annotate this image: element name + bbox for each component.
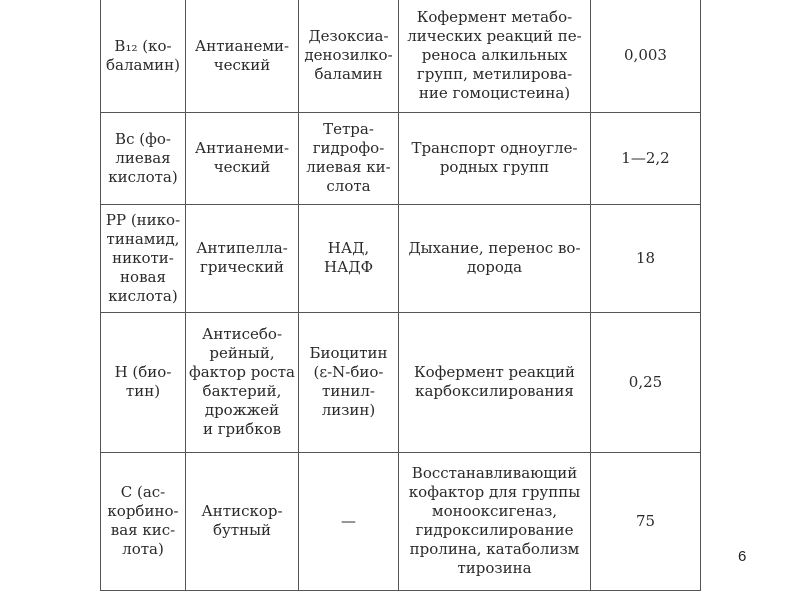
coenzyme-line: лиевая ки- [306,158,391,176]
table-row [101,312,701,452]
action-line: грический [199,258,285,276]
function-line: Кофермент метабо- [416,8,573,27]
function-line: монооксигеназ, [431,502,558,520]
daily-requirement-cell: 1—2,2 [591,112,701,204]
function-line: пролина, катаболизм [409,540,580,558]
vitamin-name-line: лота) [122,540,164,558]
action-line: Антисебо- [201,325,283,343]
coenzyme-line: лизин) [321,401,376,419]
function-line: лических реакций пе- [407,27,582,46]
coenzyme-line: (ε-N-био- [313,363,384,381]
vitamin-name-line: С (ас- [120,483,166,501]
vitamin-name-cell [101,204,186,312]
vitamin-name-line: кислота) [108,286,178,305]
action-line: и грибков [202,420,282,438]
coenzyme-cell [299,452,399,590]
vitamin-name-line: РР (нико- [105,210,181,229]
function-line: Кофермент реакций [414,363,575,381]
function-line: дорода [466,258,523,276]
action-cell [186,0,299,112]
action-line: рейный, [209,344,275,362]
vitamin-name-cell [101,312,186,452]
coenzyme-line: денозилко- [304,46,393,65]
action-line: дрожжей [204,401,280,419]
function-cell [399,112,591,204]
vitamin-name-cell [101,452,186,590]
function-cell [399,0,591,112]
action-line: Антипелла- [196,239,288,257]
coenzyme-line: Биоцитин [309,344,388,362]
function-line: родных групп [439,158,550,176]
action-line: Антискор- [201,502,283,520]
daily-requirement-cell: 18 [591,204,701,312]
function-line: групп, метилирова- [416,65,573,84]
vitamin-name-line: Вс (фо- [115,129,171,148]
table-row [101,0,701,112]
action-line: Антианеми- [194,36,290,55]
action-line: фактор роста [188,363,296,381]
vitamin-table [100,0,701,591]
coenzyme-line: гидрофо- [312,139,385,157]
function-line: Восстанавливающий [411,464,578,482]
action-cell [186,204,299,312]
daily-requirement-cell: 75 [591,452,701,590]
vitamin-name-line: новая [120,267,166,286]
vitamin-name-line: кислота) [108,167,178,186]
vitamin-name-line: баламин) [106,55,180,74]
table-row [101,112,701,204]
coenzyme-line: слота [326,177,371,195]
coenzyme-line: НАД, [327,239,370,257]
vitamin-name-line: лиевая [115,148,171,167]
page-number: 6 [738,548,747,565]
table-row [101,452,701,590]
coenzyme-line: тинил- [322,382,375,400]
action-cell [186,452,299,590]
vitamin-name-line: тинамид, [106,229,180,248]
coenzyme-line: НАДФ [323,258,374,276]
function-line: ние гомоцистеина) [418,84,571,103]
coenzyme-line: Дезоксиа- [308,27,389,46]
action-cell [186,112,299,204]
function-cell [399,204,591,312]
function-line: карбоксилирования [415,382,574,400]
function-cell [399,452,591,590]
vitamin-name-cell [101,0,186,112]
coenzyme-line: баламин [314,65,383,84]
coenzyme-line: Тетра- [323,120,374,138]
coenzyme-cell [299,0,399,112]
function-line: реноса алкильных [421,46,568,65]
vitamin-name-cell [101,112,186,204]
coenzyme-cell [299,112,399,204]
vitamin-name-line: вая кис- [110,521,176,539]
function-line: тирозина [457,559,532,577]
vitamin-name-line: корбино- [107,502,179,520]
coenzyme-cell [299,204,399,312]
function-line: Дыхание, перенос во- [408,239,581,257]
action-cell [186,312,299,452]
action-line: бутный [212,521,272,539]
action-line: ческий [213,55,271,74]
table-row [101,204,701,312]
vitamin-name-line: B₁₂ (ко- [114,36,172,55]
function-line: гидроксилирование [415,521,574,539]
coenzyme-line: — [341,511,356,530]
action-line: бактерий, [202,382,282,400]
function-line: Транспорт одноугле- [411,139,578,157]
action-line: Антианеми- [194,139,290,157]
daily-requirement-cell: 0,25 [591,312,701,452]
vitamin-name-line: тин) [125,382,161,400]
vitamin-name-line: Н (био- [114,363,172,381]
function-line: кофактор для группы [408,483,581,501]
function-cell [399,312,591,452]
action-line: ческий [213,158,271,176]
vitamin-name-line: никоти- [112,248,174,267]
daily-requirement-cell: 0,003 [591,0,701,112]
coenzyme-cell [299,312,399,452]
